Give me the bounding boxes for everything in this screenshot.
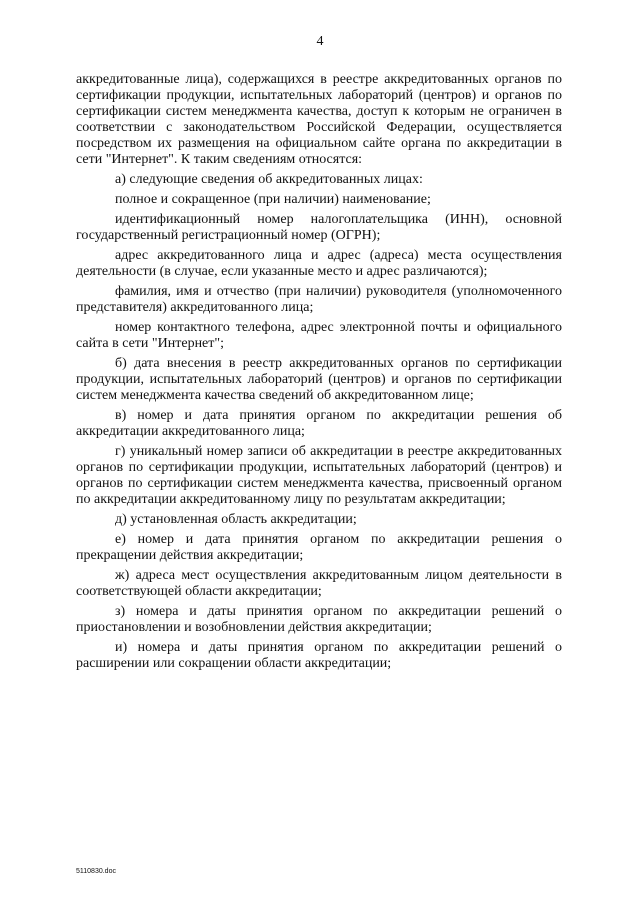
paragraph-name: полное и сокращенное (при наличии) наименование; — [115, 192, 431, 207]
paragraph-head-name: фамилия, имя и отчество (при наличии) руководителя (уполномоченного представителя) аккредитованного лица; — [76, 284, 562, 315]
paragraph-item-e: е) номер и дата принятия органом по аккредитации решения о прекращении действия аккредитации; — [76, 532, 562, 563]
paragraph-address: адрес аккредитованного лица и адрес (адреса) места осуществления деятельности (в случае, если указанные место и адрес различаются); — [76, 248, 562, 279]
paragraph-item-z: з) номера и даты принятия органом по аккредитации решений о приостановлении и возобновлении действия аккредитации; — [76, 604, 562, 635]
page-number: 4 — [316, 34, 324, 49]
paragraph-item-b: б) дата внесения в реестр аккредитованных органов по сертификации продукции, испытательных лабораторий (центров) и органов по сертификации систем менеджмента качества сведений об аккредитованном лице; — [76, 356, 562, 403]
paragraph-item-a: а) следующие сведения об аккредитованных лицах: — [115, 172, 423, 187]
paragraph-item-v: в) номер и дата принятия органом по аккредитации решения об аккредитации аккредитованного лица; — [76, 408, 562, 439]
paragraph-item-g: г) уникальный номер записи об аккредитации в реестре аккредитованных органов по сертификации продукции, испытательных лабораторий (центров) и органов по сертификации систем менеджмента качества, присвоенный органом по аккредитации аккредитованному лицу по результатам аккредитации; — [76, 444, 562, 507]
document-code: 5110830.doc — [76, 868, 116, 875]
paragraph-item-i: и) номера и даты принятия органом по аккредитации решений о расширении или сокращении области аккредитации; — [76, 640, 562, 671]
paragraph-contacts: номер контактного телефона, адрес электронной почты и официального сайта в сети "Интернет"; — [76, 320, 562, 351]
paragraph-inn-ogrn: идентификационный номер налогоплательщика (ИНН), основной государственный регистрационный номер (ОГРН); — [76, 212, 562, 243]
paragraph-intro: аккредитованные лица), содержащихся в реестре аккредитованных органов по сертификации продукции, испытательных лабораторий (центров) и органов по сертификации систем менеджмента качества, доступ к которым не ограничен в соответствии с законодательством Российской Федерации, осуществляется посредством их размещения на официальном сайте органа по аккредитации в сети "Интернет". К таким сведениям относятся: — [76, 72, 562, 167]
paragraph-item-d: д) установленная область аккредитации; — [115, 512, 357, 527]
body-text — [76, 72, 562, 676]
paragraph-item-zh: ж) адреса мест осуществления аккредитованным лицом деятельности в соответствующей области аккредитации; — [76, 568, 562, 599]
